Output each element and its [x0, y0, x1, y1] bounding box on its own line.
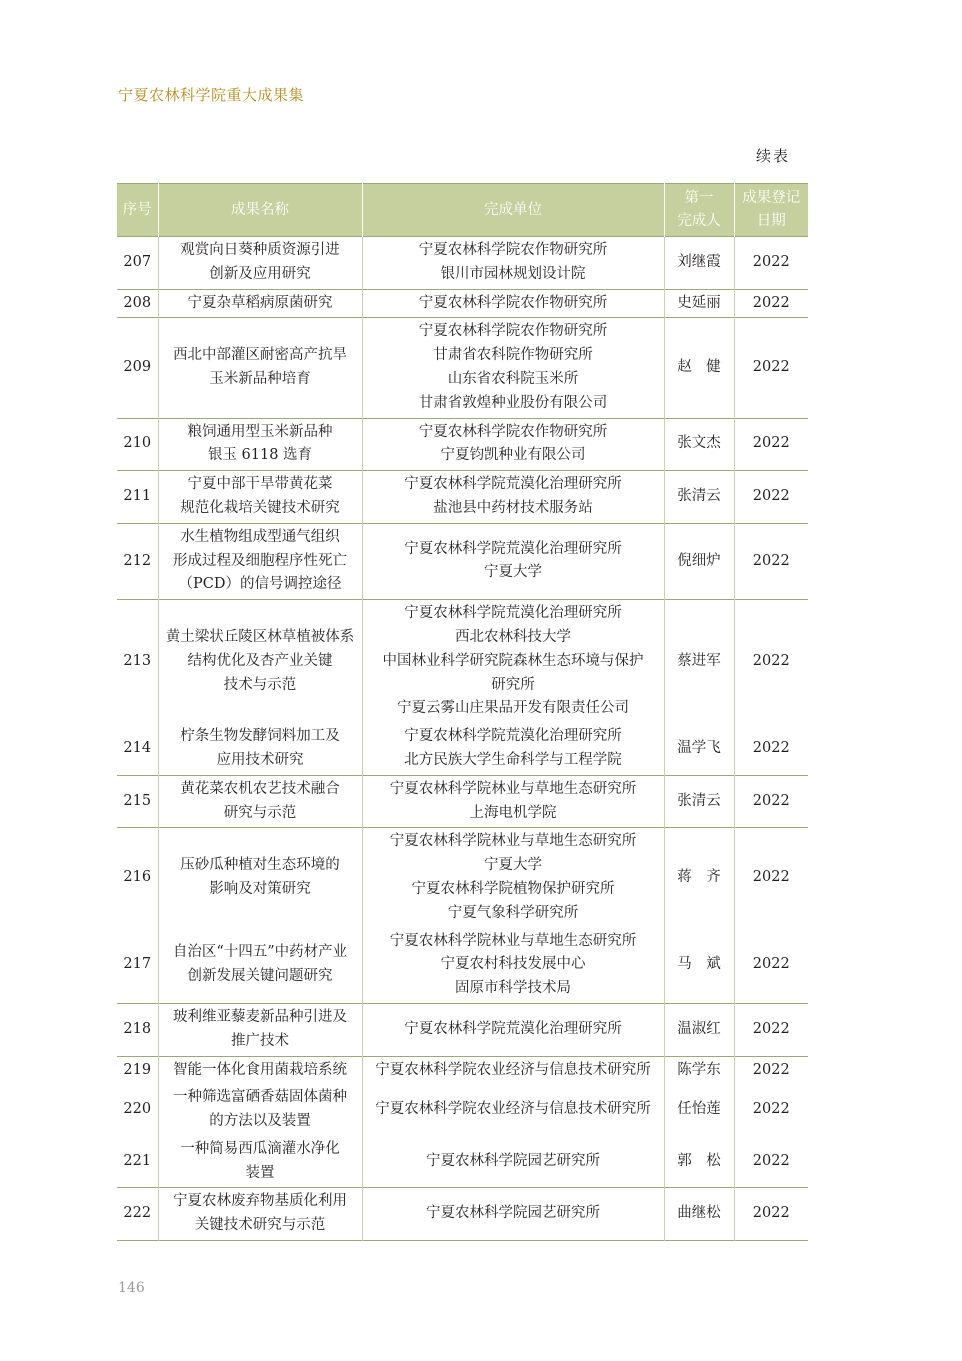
- cell-units-line: 宁夏农林科学院农作物研究所: [418, 323, 608, 340]
- cell-units: [362, 1056, 664, 1084]
- table-row: [117, 1188, 808, 1241]
- cell-person: 郭 松: [664, 1136, 734, 1188]
- cell-name: [158, 828, 362, 928]
- cell-person: 温淑红: [664, 1003, 734, 1056]
- table-row: [117, 289, 808, 318]
- cell-units-line: 山东省农科院玉米所: [447, 370, 579, 387]
- cell-units: [362, 828, 664, 928]
- cell-date: 2022: [734, 1188, 808, 1241]
- cell-number: 210: [117, 418, 158, 471]
- cell-number: 221: [123, 1152, 152, 1169]
- achievements-table: [117, 183, 808, 1241]
- cell-number: 209: [117, 318, 158, 418]
- cell-date: 2022: [734, 1056, 808, 1084]
- page-number: 146: [118, 1280, 145, 1296]
- cell-date: 2022: [734, 237, 808, 290]
- cell-person: 曲继松: [664, 1188, 734, 1241]
- cell-units-line: 宁夏云雾山庄果品开发有限责任公司: [397, 700, 629, 717]
- table-header-row: [117, 184, 808, 237]
- table-row: [117, 928, 808, 1004]
- table-row: [117, 723, 808, 775]
- cell-units-line: 银川市园林规划设计院: [440, 265, 586, 282]
- cell-name-line: 压砂瓜种植对生态环境的: [180, 857, 340, 874]
- cell-date: 2022: [734, 1084, 808, 1136]
- cell-units-line: 宁夏农林科学院园艺研究所: [426, 1152, 600, 1169]
- cell-number: 218: [117, 1003, 158, 1056]
- cell-name-line: 水生植物组成型通气组织: [180, 528, 340, 545]
- cell-name-line: 推广技术: [231, 1032, 289, 1049]
- cell-units: [362, 1188, 664, 1241]
- cell-name-line: 一种简易西瓜滴灌水净化: [180, 1140, 340, 1157]
- cell-date: 2022: [734, 289, 808, 318]
- cell-date: 2022: [734, 318, 808, 418]
- cell-name: [158, 523, 362, 599]
- cell-units: [362, 928, 664, 1004]
- column-header-date: [734, 184, 808, 237]
- table-row: [117, 418, 808, 471]
- book-title: 宁夏农林科学院重大成果集: [118, 86, 305, 104]
- cell-name: [158, 237, 362, 290]
- cell-name-line: 创新及应用研究: [209, 265, 311, 282]
- table-body: [117, 237, 808, 1241]
- cell-name-line: 宁夏杂草稻病原菌研究: [187, 294, 333, 311]
- cell-number: 215: [117, 775, 158, 828]
- table-row: [117, 1056, 808, 1084]
- table-row: [117, 600, 808, 723]
- cell-number: 213: [117, 600, 158, 723]
- table-row: [117, 1084, 808, 1136]
- cell-name-line: 宁夏中部干旱带黄花菜: [187, 476, 333, 493]
- cell-name-line: 银玉 6118 选育: [207, 447, 313, 464]
- cell-name: [158, 723, 362, 775]
- cell-name: [158, 1136, 362, 1188]
- cell-units-line: 甘肃省农科院作物研究所: [433, 347, 593, 364]
- cell-name: [158, 775, 362, 828]
- cell-number: 211: [117, 471, 158, 524]
- cell-number: 214: [123, 740, 152, 757]
- cell-name: [158, 1056, 362, 1084]
- cell-number: 207: [117, 237, 158, 290]
- column-header-text: 完成单位: [484, 201, 542, 218]
- cell-person: 张文杰: [664, 418, 734, 471]
- cell-units-line: 宁夏农林科学院荒漠化治理研究所: [404, 605, 622, 622]
- column-header-text: 日期: [756, 213, 786, 229]
- cell-person: 马 斌: [664, 928, 734, 1004]
- cell-number: 219: [117, 1056, 158, 1084]
- cell-units-line: 研究所: [491, 676, 535, 693]
- cell-name: [158, 471, 362, 524]
- cell-units-line: 宁夏农林科学院林业与草地生态研究所: [389, 780, 637, 797]
- cell-person: 任怡莲: [664, 1084, 734, 1136]
- cell-number: 208: [117, 289, 158, 318]
- cell-name-line: 观赏向日葵种质资源引进: [180, 242, 340, 258]
- cell-date: 2022: [734, 928, 808, 1004]
- cell-name: [158, 289, 362, 318]
- cell-units: [362, 775, 664, 828]
- cell-name-line: （PCD）的信号调控途径: [178, 576, 342, 593]
- cell-units-line: 上海电机学院: [469, 804, 557, 821]
- cell-units-line: 宁夏农林科学院林业与草地生态研究所: [389, 833, 637, 850]
- cell-name: [158, 418, 362, 471]
- column-header-units: [362, 184, 664, 237]
- cell-date: 2022: [734, 1003, 808, 1056]
- table-row: [117, 1136, 808, 1188]
- cell-date: 2022: [734, 600, 808, 723]
- cell-units-line: 宁夏农林科学院荒漠化治理研究所: [404, 1020, 622, 1037]
- cell-units: [362, 237, 664, 290]
- cell-person: 刘继霞: [664, 237, 734, 290]
- cell-units: [362, 318, 664, 418]
- cell-units-line: 盐池县中药材技术服务站: [433, 499, 593, 516]
- column-header-text: 序号: [122, 201, 152, 218]
- cell-units-line: 宁夏气象科学研究所: [447, 904, 579, 921]
- cell-name-line: 黄花菜农机农艺技术融合: [180, 780, 340, 797]
- cell-name: [158, 928, 362, 1004]
- cell-person: 蒋 齐: [664, 828, 734, 928]
- table-row: [117, 523, 808, 599]
- table-row: [117, 775, 808, 828]
- cell-number: 217: [123, 956, 152, 973]
- cell-name-line: 宁夏农林废弃物基质化利用: [173, 1193, 347, 1210]
- cell-name-line: 装置: [245, 1164, 275, 1181]
- cell-units-line: 宁夏农林科学院农作物研究所: [418, 423, 608, 440]
- cell-units: [362, 723, 664, 775]
- cell-units-line: 宁夏农林科学院农业经济与信息技术研究所: [375, 1101, 651, 1118]
- cell-units-line: 西北农林科技大学: [455, 628, 571, 645]
- cell-date: 2022: [734, 418, 808, 471]
- cell-units-line: 固原市科学技术局: [455, 980, 571, 997]
- column-header-text: 第一: [684, 190, 714, 206]
- column-header-number: [117, 184, 158, 237]
- cell-date: 2022: [734, 775, 808, 828]
- cell-units-line: 宁夏农林科学院园艺研究所: [426, 1205, 600, 1222]
- cell-date: 2022: [734, 723, 808, 775]
- cell-person: 温学飞: [664, 723, 734, 775]
- cell-units-line: 宁夏农林科学院林业与草地生态研究所: [389, 932, 637, 949]
- column-header-text: 成果登记: [742, 190, 801, 206]
- cell-units-line: 宁夏农林科学院农作物研究所: [418, 294, 608, 311]
- table-row: [117, 828, 808, 928]
- column-header-name: [158, 184, 362, 237]
- cell-units-line: 甘肃省敦煌种业股份有限公司: [418, 394, 608, 411]
- cell-person: 蔡进军: [664, 600, 734, 723]
- cell-units-line: 宁夏大学: [484, 857, 542, 874]
- table-row: [117, 237, 808, 290]
- cell-name: [158, 1188, 362, 1241]
- column-header-text: 完成人: [677, 213, 721, 229]
- cell-units-line: 宁夏大学: [484, 564, 542, 581]
- cell-units: [362, 1084, 664, 1136]
- cell-units-line: 宁夏农林科学院荒漠化治理研究所: [404, 540, 622, 557]
- cell-units-line: 中国林业科学研究院森林生态环境与保护: [382, 652, 644, 669]
- cell-name-line: 黄土梁状丘陵区林草植被体系: [165, 628, 355, 645]
- cell-name-line: 玻利维亚藜麦新品种引进及: [173, 1008, 347, 1025]
- cell-name: [158, 1003, 362, 1056]
- cell-person: 张清云: [664, 775, 734, 828]
- cell-person: 陈学东: [664, 1056, 734, 1084]
- cell-number: 220: [123, 1101, 152, 1118]
- continued-label: 续表: [755, 147, 790, 165]
- cell-name-line: 结构优化及杏产业关键: [187, 652, 333, 669]
- cell-name: [158, 318, 362, 418]
- cell-units-line: 宁夏钧凯种业有限公司: [440, 447, 586, 464]
- cell-units: [362, 600, 664, 723]
- cell-number: 222: [117, 1188, 158, 1241]
- cell-name-line: 玉米新品种培育: [209, 370, 311, 387]
- cell-name-line: 创新发展关键问题研究: [187, 968, 333, 985]
- cell-units-line: 宁夏农村科技发展中心: [440, 956, 586, 973]
- cell-units: [362, 471, 664, 524]
- column-header-first-person: [664, 184, 734, 237]
- cell-units: [362, 418, 664, 471]
- cell-person: 史延丽: [664, 289, 734, 318]
- cell-name-line: 西北中部灌区耐密高产抗旱: [173, 347, 347, 364]
- cell-name-line: 一种筛选富硒香菇固体菌种: [173, 1089, 347, 1106]
- cell-person: 赵 健: [664, 318, 734, 418]
- cell-units: [362, 1136, 664, 1188]
- table-row: [117, 471, 808, 524]
- cell-name-line: 柠条生物发酵饲料加工及: [180, 728, 340, 745]
- cell-units-line: 宁夏农林科学院农作物研究所: [418, 242, 608, 258]
- cell-name-line: 技术与示范: [223, 676, 297, 693]
- cell-units-line: 宁夏农林科学院荒漠化治理研究所: [404, 476, 622, 493]
- cell-name-line: 粮饲通用型玉米新品种: [187, 423, 333, 440]
- cell-name: [158, 1084, 362, 1136]
- cell-name-line: 自治区“十四五”中药材产业: [172, 944, 348, 961]
- cell-units-line: 宁夏农林科学院植物保护研究所: [411, 880, 615, 897]
- cell-name: [158, 600, 362, 723]
- cell-name-line: 研究与示范: [223, 804, 297, 821]
- cell-units: [362, 1003, 664, 1056]
- cell-name-line: 的方法以及装置: [209, 1113, 311, 1130]
- table-row: [117, 1003, 808, 1056]
- cell-person: 张清云: [664, 471, 734, 524]
- cell-units: [362, 289, 664, 318]
- column-header-text: 成果名称: [231, 201, 289, 218]
- cell-date: 2022: [734, 828, 808, 928]
- cell-number: 212: [117, 523, 158, 599]
- cell-units: [362, 523, 664, 599]
- cell-name-line: 形成过程及细胞程序性死亡: [173, 552, 347, 569]
- cell-date: 2022: [734, 1136, 808, 1188]
- cell-units-line: 宁夏农林科学院荒漠化治理研究所: [404, 728, 622, 745]
- cell-name-line: 影响及对策研究: [209, 880, 311, 897]
- table-row: [117, 318, 808, 418]
- cell-date: 2022: [734, 471, 808, 524]
- cell-units-line: 北方民族大学生命科学与工程学院: [404, 751, 622, 768]
- cell-number: 216: [117, 828, 158, 928]
- cell-date: 2022: [734, 523, 808, 599]
- cell-name-line: 关键技术研究与示范: [194, 1217, 326, 1234]
- cell-name-line: 规范化栽培关键技术研究: [180, 499, 340, 516]
- cell-name-line: 智能一体化食用菌栽培系统: [173, 1061, 347, 1078]
- cell-person: 倪细炉: [664, 523, 734, 599]
- cell-units-line: 宁夏农林科学院农业经济与信息技术研究所: [375, 1061, 651, 1078]
- cell-name-line: 应用技术研究: [216, 751, 304, 768]
